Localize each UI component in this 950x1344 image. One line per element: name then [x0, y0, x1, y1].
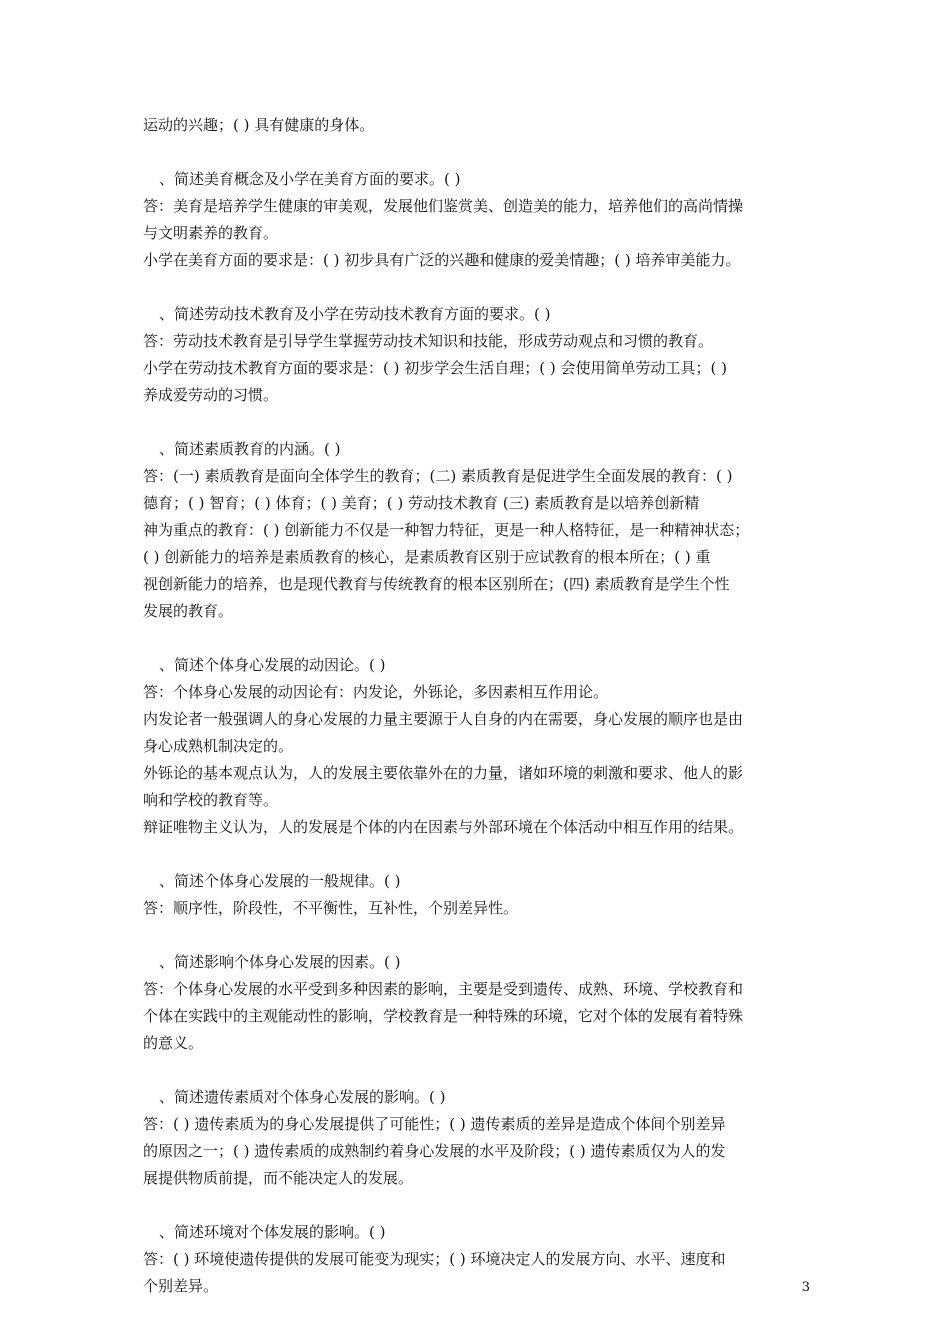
paragraph-gap [143, 139, 811, 166]
text-line: 运动的兴趣；( ) 具有健康的身体。 [143, 116, 375, 134]
answer-line: 与文明素养的教育。 [143, 224, 279, 242]
question-heading: 、简述影响个体身心发展的因素。( ) [159, 953, 401, 971]
answer-line: 答：个体身心发展的水平受到多种因素的影响，主要是受到遗传、成熟、环境、学校教育和 [143, 980, 744, 998]
page-number: 3 [801, 1280, 810, 1295]
answer-line: 答：顺序性，阶段性，不平衡性，互补性，个别差异性。 [143, 899, 519, 917]
paragraph-gap [143, 409, 811, 436]
question-heading: 、简述个体身心发展的动因论。( ) [159, 656, 386, 674]
paragraph-gap [143, 1057, 811, 1084]
question-heading: 、简述美育概念及小学在美育方面的要求。( ) [159, 170, 461, 188]
paragraph-gap [143, 1192, 811, 1219]
answer-line: 养成爱劳动的习惯。 [143, 386, 279, 404]
answer-line: 外铄论的基本观点认为，人的发展主要依靠外在的力量，诸如环境的刺激和要求、他人的影 [143, 764, 744, 782]
answer-line: 内发论者一般强调人的身心发展的力量主要源于人自身的内在需要，身心发展的顺序也是由 [143, 710, 744, 728]
answer-line: 个体在实践中的主观能动性的影响，学校教育是一种特殊的环境，它对个体的发展有着特殊 [143, 1007, 744, 1025]
answer-line: 身心成熟机制决定的。 [143, 737, 294, 755]
paragraph-gap [143, 922, 811, 949]
answer-line: 答：劳动技术教育是引导学生掌握劳动技术知识和技能，形成劳动观点和习惯的教育。 [143, 332, 714, 350]
question-heading: 、简述素质教育的内涵。( ) [159, 440, 341, 458]
answer-line: 发展的教育。 [143, 602, 234, 620]
answer-line: 响和学校的教育等。 [143, 791, 279, 809]
answer-line: 展提供物质前提，而不能决定人的发展。 [143, 1169, 414, 1187]
answer-line: 辩证唯物主义认为，人的发展是个体的内在因素与外部环境在个体活动中相互作用的结果。 [143, 818, 744, 836]
answer-line: ( ) 创新能力的培养是素质教育的核心，是素质教育区别于应试教育的根本所在；( ) 重 [143, 548, 711, 566]
answer-line: 视创新能力的培养，也是现代教育与传统教育的根本区别所在；(四) 素质教育是学生个性 [143, 575, 730, 593]
answer-line: 小学在劳动技术教育方面的要求是：( ) 初步学会生活自理；( ) 会使用简单劳动工具；( ) [143, 359, 727, 377]
paragraph-gap [143, 625, 811, 652]
answer-line: 答：( ) 遗传素质为的身心发展提供了可能性；( ) 遗传素质的差异是造成个体间个别差异 [143, 1115, 726, 1133]
question-heading: 、简述遗传素质对个体身心发展的影响。( ) [159, 1088, 446, 1106]
answer-line: 的原因之一；( ) 遗传素质的成熟制约着身心发展的水平及阶段；( ) 遗传素质仅为人的发 [143, 1142, 726, 1160]
question-heading: 、简述环境对个体发展的影响。( ) [159, 1223, 386, 1241]
answer-line: 个别差异。 [143, 1277, 219, 1295]
question-heading: 、简述个体身心发展的一般规律。( ) [159, 872, 401, 890]
answer-line: 答：(一) 素质教育是面向全体学生的教育；(二) 素质教育是促进学生全面发展的教育：( ) [143, 467, 733, 485]
document-body [143, 112, 811, 1300]
answer-line: 答：个体身心发展的动因论有：内发论，外铄论，多因素相互作用论。 [143, 683, 609, 701]
question-heading: 、简述劳动技术教育及小学在劳动技术教育方面的要求。( ) [159, 305, 551, 323]
answer-line: 答：( ) 环境使遗传提供的发展可能变为现实；( ) 环境决定人的发展方向、水平、速度和 [143, 1250, 726, 1268]
answer-line: 神为重点的教育：( ) 创新能力不仅是一种智力特征，更是一种人格特征，是一种精神状态； [143, 521, 750, 539]
answer-line: 的意义。 [143, 1034, 204, 1052]
paragraph-gap [143, 274, 811, 301]
answer-line: 德育；( ) 智育；( ) 体育；( ) 美育；( ) 劳动技术教育 (三) 素质教育是以培养创新精 [143, 494, 700, 512]
paragraph-gap [143, 841, 811, 868]
answer-line: 小学在美育方面的要求是：( ) 初步具有广泛的兴趣和健康的爱美情趣；( ) 培养审美能力。 [143, 251, 741, 269]
answer-line: 答：美育是培养学生健康的审美观，发展他们鉴赏美、创造美的能力，培养他们的高尚情操 [143, 197, 744, 215]
